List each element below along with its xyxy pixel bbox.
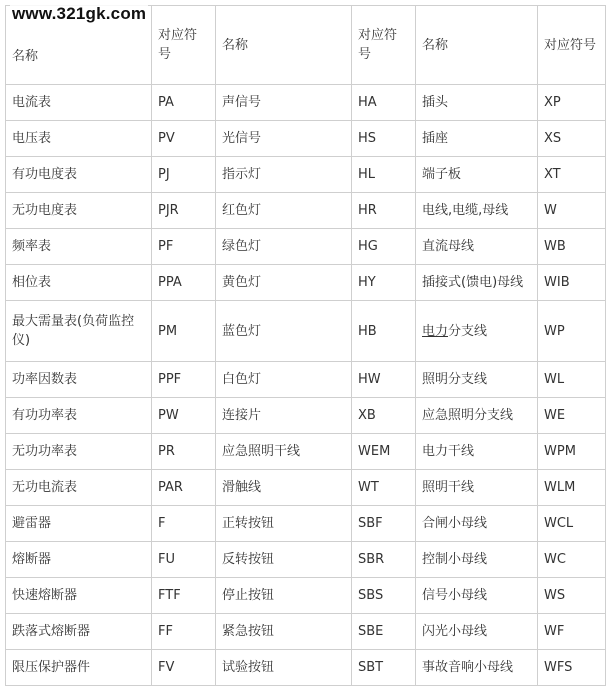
symbol-cell: HY — [352, 265, 416, 301]
symbol-cell: HR — [352, 193, 416, 229]
table-row — [6, 265, 606, 301]
name-cell: 连接片 — [216, 398, 352, 434]
name-cell: 合闸小母线 — [416, 506, 538, 542]
symbol-cell: F — [152, 506, 216, 542]
name-cell: 电力干线 — [416, 434, 538, 470]
name-cell: 电线,电缆,母线 — [416, 193, 538, 229]
name-cell: 电力分支线 — [416, 301, 538, 362]
table-row — [6, 362, 606, 398]
symbol-cell: HW — [352, 362, 416, 398]
name-cell: 频率表 — [6, 229, 152, 265]
symbol-cell: XP — [538, 85, 606, 121]
name-cell: 端子板 — [416, 157, 538, 193]
symbol-cell: SBS — [352, 578, 416, 614]
table-row — [6, 229, 606, 265]
symbol-cell: PM — [152, 301, 216, 362]
name-cell: 插头 — [416, 85, 538, 121]
name-cell: 红色灯 — [216, 193, 352, 229]
symbol-cell: WP — [538, 301, 606, 362]
name-cell: 白色灯 — [216, 362, 352, 398]
symbol-cell: PW — [152, 398, 216, 434]
table-row — [6, 650, 606, 686]
name-cell: 相位表 — [6, 265, 152, 301]
symbol-cell: XB — [352, 398, 416, 434]
symbol-cell: FV — [152, 650, 216, 686]
symbol-cell: FTF — [152, 578, 216, 614]
name-cell: 照明分支线 — [416, 362, 538, 398]
name-cell: 紧急按钮 — [216, 614, 352, 650]
symbol-cell: WEM — [352, 434, 416, 470]
symbol-cell: WCL — [538, 506, 606, 542]
table-row — [6, 578, 606, 614]
table-row — [6, 542, 606, 578]
symbol-cell: WL — [538, 362, 606, 398]
name-cell: 光信号 — [216, 121, 352, 157]
symbol-cell: PF — [152, 229, 216, 265]
table-row — [6, 85, 606, 121]
symbol-cell: FU — [152, 542, 216, 578]
symbol-cell: WPM — [538, 434, 606, 470]
name-cell: 无功电流表 — [6, 470, 152, 506]
name-cell: 限压保护器件 — [6, 650, 152, 686]
name-cell: 有功功率表 — [6, 398, 152, 434]
name-cell: 试验按钮 — [216, 650, 352, 686]
name-cell: 绿色灯 — [216, 229, 352, 265]
symbol-cell: FF — [152, 614, 216, 650]
symbol-cell: HL — [352, 157, 416, 193]
symbol-cell: WC — [538, 542, 606, 578]
name-cell: 功率因数表 — [6, 362, 152, 398]
name-cell: 插接式(馈电)母线 — [416, 265, 538, 301]
header-cell: 对应符号 — [538, 6, 606, 85]
site-watermark: www.321gk.com — [12, 4, 147, 23]
symbol-cell: SBT — [352, 650, 416, 686]
name-cell: 反转按钮 — [216, 542, 352, 578]
name-cell: 蓝色灯 — [216, 301, 352, 362]
symbol-cell: PPF — [152, 362, 216, 398]
table-row — [6, 121, 606, 157]
name-cell: 正转按钮 — [216, 506, 352, 542]
header-cell: 名称 — [6, 6, 152, 85]
table-row — [6, 157, 606, 193]
symbol-cell: WB — [538, 229, 606, 265]
symbol-cell: HB — [352, 301, 416, 362]
symbol-cell: PJ — [152, 157, 216, 193]
name-cell: 跌落式熔断器 — [6, 614, 152, 650]
symbol-cell: WS — [538, 578, 606, 614]
name-cell: 指示灯 — [216, 157, 352, 193]
name-cell: 熔断器 — [6, 542, 152, 578]
symbol-cell: PA — [152, 85, 216, 121]
name-cell: 应急照明分支线 — [416, 398, 538, 434]
symbol-cell: WT — [352, 470, 416, 506]
table-row — [6, 506, 606, 542]
name-cell: 闪光小母线 — [416, 614, 538, 650]
name-cell: 停止按钮 — [216, 578, 352, 614]
table-row — [6, 193, 606, 229]
name-cell: 无功电度表 — [6, 193, 152, 229]
symbol-cell: WFS — [538, 650, 606, 686]
table-row — [6, 614, 606, 650]
symbol-cell: W — [538, 193, 606, 229]
header-cell: 对应符号 — [352, 6, 416, 85]
name-cell: 电流表 — [6, 85, 152, 121]
symbol-cell: HA — [352, 85, 416, 121]
symbol-cell: XS — [538, 121, 606, 157]
table-row — [6, 434, 606, 470]
symbol-cell: PPA — [152, 265, 216, 301]
name-cell: 事故音响小母线 — [416, 650, 538, 686]
symbol-cell: SBF — [352, 506, 416, 542]
header-cell: 名称 — [216, 6, 352, 85]
symbol-cell: WF — [538, 614, 606, 650]
symbol-cell: WIB — [538, 265, 606, 301]
name-cell: 照明干线 — [416, 470, 538, 506]
name-cell: 滑触线 — [216, 470, 352, 506]
name-cell: 信号小母线 — [416, 578, 538, 614]
symbol-cell: SBE — [352, 614, 416, 650]
symbol-cell: WLM — [538, 470, 606, 506]
symbol-cell: HS — [352, 121, 416, 157]
symbol-cell: PV — [152, 121, 216, 157]
name-cell: 电压表 — [6, 121, 152, 157]
name-cell: 最大需量表(负荷监控仪) — [6, 301, 152, 362]
header-cell: 对应符号 — [152, 6, 216, 85]
symbol-cell: HG — [352, 229, 416, 265]
symbol-table — [5, 5, 606, 686]
name-cell: 无功功率表 — [6, 434, 152, 470]
symbol-cell: SBR — [352, 542, 416, 578]
table-row — [6, 470, 606, 506]
table-row — [6, 301, 606, 362]
symbol-cell: XT — [538, 157, 606, 193]
name-cell: 控制小母线 — [416, 542, 538, 578]
symbol-cell: PAR — [152, 470, 216, 506]
symbol-cell: PJR — [152, 193, 216, 229]
header-cell: 名称 — [416, 6, 538, 85]
name-cell: 黄色灯 — [216, 265, 352, 301]
symbol-cell: WE — [538, 398, 606, 434]
table-row — [6, 398, 606, 434]
name-cell: 避雷器 — [6, 506, 152, 542]
name-cell: 声信号 — [216, 85, 352, 121]
name-cell: 快速熔断器 — [6, 578, 152, 614]
name-cell: 有功电度表 — [6, 157, 152, 193]
name-cell: 直流母线 — [416, 229, 538, 265]
symbol-cell: PR — [152, 434, 216, 470]
name-cell: 应急照明干线 — [216, 434, 352, 470]
name-cell: 插座 — [416, 121, 538, 157]
